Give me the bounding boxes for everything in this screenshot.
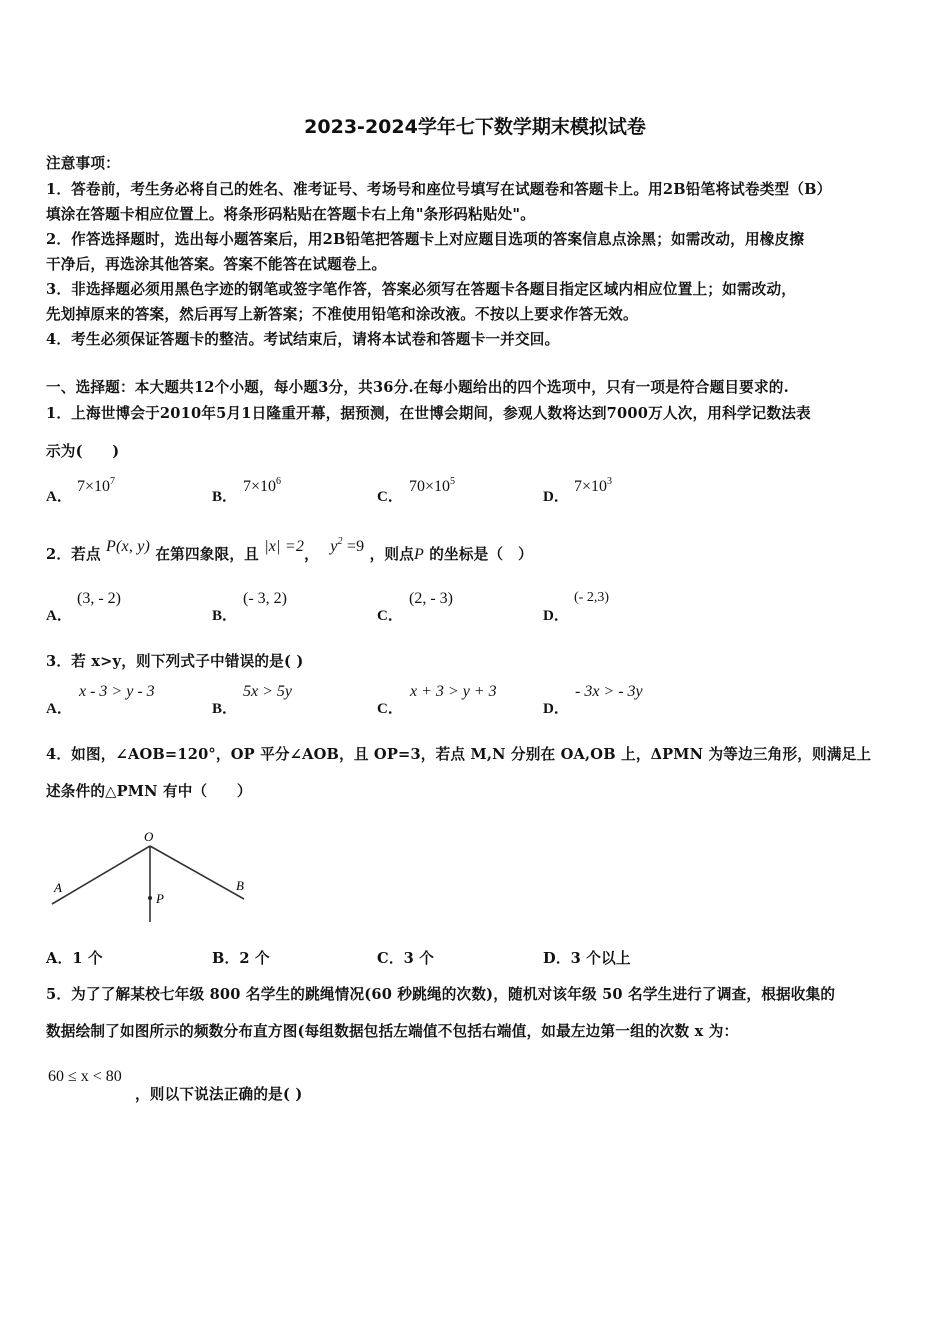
q2-option-b-label: B．	[212, 608, 238, 624]
q3-option-b: 5x > 5y	[243, 683, 292, 700]
q3-option-d-label: D．	[543, 701, 569, 717]
q5-stem-line2: 数据绘制了如图所示的频数分布直方图(每组数据包括左端值不包括右端值，如最左边第一组的次数 x 为：	[46, 1023, 739, 1040]
ray-oa	[52, 846, 150, 904]
q4-angle-figure	[40, 826, 270, 930]
q5-stem-tail: ，则以下说法正确的是( )	[135, 1086, 303, 1103]
q3-stem: 3．若 x>y，则下列式子中错误的是( )	[46, 653, 304, 670]
q1-option-a: $7\times 10^7$	[77, 476, 116, 495]
notice-line: 填涂在答题卡相应位置上。将条形码粘贴在答题卡右上角"条形码粘贴处"。	[46, 206, 536, 223]
section-heading: 一、选择题：本大题共12个小题，每小题3分，共36分.在每小题给出的四个选项中，只有一项是符合题目要求的.	[46, 379, 789, 396]
q4-option-c: C．3 个	[377, 950, 435, 967]
q2-abs-x: |x| =2	[264, 538, 305, 555]
q1-option-d-label: D．	[543, 489, 569, 505]
q2-option-c: (2, - 3)	[409, 590, 453, 607]
q2-option-a: (3, - 2)	[77, 590, 121, 607]
q1-option-b-label: B．	[212, 489, 238, 505]
point-p-dot	[148, 896, 152, 900]
q2-point-p: P	[414, 546, 424, 563]
q2-option-a-label: A．	[46, 608, 72, 624]
q1-stem-line1: 1．上海世博会于2010年5月1日隆重开幕，据预测，在世博会期间，参观人数将达到7000万人次，用科学记数法表	[46, 405, 811, 422]
q3-option-d: - 3x > - 3y	[575, 683, 643, 700]
q3-option-a-label: A．	[46, 701, 72, 717]
q1-option-b: $7\times 10^6$	[243, 476, 282, 495]
q1-option-c-label: C．	[377, 489, 403, 505]
q2-stem: 2．若点 P(x, y) 在第四象限，且 |x| =2， $y^2 =9$ ，则点P 的坐标是（ ）	[46, 536, 533, 563]
notice-line: 先划掉原来的答案，然后再写上新答案；不准使用铅笔和涂改液。不按以上要求作答无效。	[46, 306, 638, 323]
notice-line: 干净后，再选涂其他答案。答案不能答在试题卷上。	[46, 256, 387, 273]
q3-option-a: x - 3 > y - 3	[79, 683, 155, 700]
q4-stem-line1: 4．如图，∠AOB=120°，OP 平分∠AOB，且 OP=3，若点 M,N 分别在 OA,OB 上，ΔPMN 为等边三角形，则满足上	[46, 746, 872, 763]
notice-line: 2．作答选择题时，选出每小题答案后，用2B铅笔把答题卡上对应题目选项的答案信息点涂黑；如需改动，用橡皮擦	[46, 231, 805, 248]
ray-ob	[150, 846, 244, 899]
q4-option-a: A．1 个	[46, 950, 103, 967]
q3-option-c-label: C．	[377, 701, 403, 717]
q4-option-b: B．2 个	[212, 950, 270, 967]
q1-option-d: $7\times 10^3$	[574, 476, 613, 495]
q4-stem-line2: 述条件的△PMN 有中（ ）	[46, 783, 252, 800]
q2-option-c-label: C．	[377, 608, 403, 624]
q5-stem-line1: 5．为了了解某校七年级 800 名学生的跳绳情况(60 秒跳绳的次数)，随机对该年级 50 名学生进行了调查，根据收集的	[46, 986, 836, 1003]
q2-point: P(x, y)	[106, 538, 151, 555]
q3-option-c: x + 3 > y + 3	[410, 683, 497, 700]
label-o: O	[144, 829, 154, 844]
notice-line: 3．非选择题必须用黑色字迹的钢笔或签字笔作答，答案必须写在答题卡各题目指定区域内相应位置上；如需改动，	[46, 281, 797, 298]
q3-option-b-label: B．	[212, 701, 238, 717]
q1-option-a-label: A．	[46, 489, 72, 505]
q1-option-c: $70\times 10^5$	[409, 476, 456, 495]
page-title: 2023-2024学年七下数学期末模拟试卷	[304, 116, 646, 138]
q1-stem-line2: 示为( )	[46, 443, 120, 460]
q5-inequality: 60 ≤ x < 80	[48, 1068, 122, 1085]
label-p: P	[156, 891, 164, 906]
q2-option-d: (- 2,3)	[574, 590, 609, 605]
notice-line: 4．考生必须保证答题卡的整洁。考试结束后，请将本试卷和答题卡一并交回。	[46, 331, 560, 348]
q2-option-b: (- 3, 2)	[243, 590, 287, 607]
label-a: A	[54, 880, 62, 895]
q4-option-d: D．3 个以上	[543, 950, 631, 967]
q2-option-d-label: D．	[543, 608, 569, 624]
notice-line: 1．答卷前，考生务必将自己的姓名、准考证号、考场号和座位号填写在试题卷和答题卡上。用2B铅笔将试卷类型（B）	[46, 181, 832, 198]
q2-y-squared: $y^2 =9$	[330, 536, 365, 555]
notice-heading: 注意事项：	[46, 155, 120, 172]
label-b: B	[236, 878, 244, 893]
